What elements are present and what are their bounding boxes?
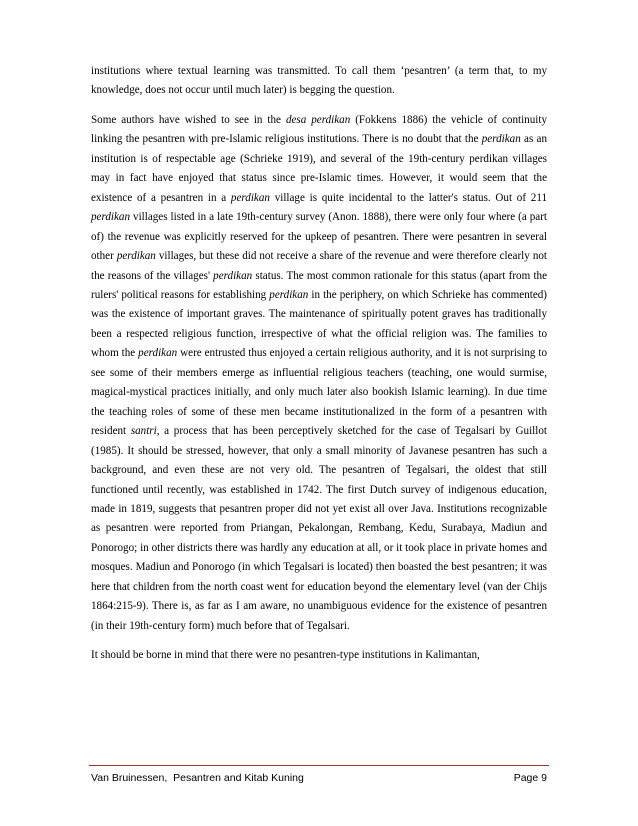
italic-term: desa perdikan: [285, 113, 351, 126]
footer-author-title: Van Bruinessen, Pesantren and Kitab Kuning: [91, 772, 304, 784]
italic-term: santri: [130, 425, 157, 438]
text-run: village is quite incidental to the latter's status. Out of 211: [269, 191, 547, 204]
paragraph-1: [91, 62, 547, 101]
paragraph-2: [91, 111, 547, 636]
footer-page-number: Page 9: [513, 772, 547, 784]
text-run: as an institution is of respectable age (Schrieke 1919), and several of the 19th-century perdikan villages may in fact have enjoyed that status since pre-Islamic times. However, it would seem that the existence of a pesantren in a: [91, 133, 547, 204]
text-run: were entrusted thus enjoyed a certain religious authority, and it is not surprising to see some of their members emerge as influential religious teachers (teaching, one would surmise, magical-mystical practices initially, and only much later also bookish Islamic learning). In due time the teaching roles of some of these men became institutionalized in the form of a pesantren with resident: [91, 347, 547, 438]
italic-term: perdikan: [269, 288, 309, 301]
italic-term: perdikan: [230, 191, 270, 204]
italic-term: perdikan: [138, 347, 178, 360]
footer-rule: [89, 765, 549, 766]
text-run: institutions where textual learning was transmitted. To call them ‘pesantren’ (a term that, to my knowledge, does not occur until much later) is begging the question.: [91, 65, 547, 97]
text-run: (Fokkens 1886) the vehicle of continuity linking the pesantren with pre-Islamic religious institutions. There is no doubt that the: [91, 113, 547, 146]
text-run: in the periphery, on which Schrieke has commented) was the existence of important graves. The maintenance of spiritually potent graves has traditionally been a respected religious function, irrespective of what the official religion was. The families to whom the: [91, 288, 547, 360]
text-run: status. The most common rationale for this status (apart from the rulers' political reasons for establishing: [91, 269, 547, 301]
italic-term: perdikan: [116, 250, 156, 263]
italic-term: perdikan: [481, 133, 521, 146]
text-run: villages listed in a late 19th-century survey (Anon. 1888), there were only four where (a part of) the revenue was explicitly reserved for the upkeep of pesantren. There were pesantren in several other: [91, 211, 547, 263]
text-run: Some authors have wished to see in the: [91, 113, 286, 126]
italic-term: perdikan: [91, 211, 131, 224]
text-run: It should be borne in mind that there were no pesantren-type institutions in Kalimantan,: [91, 649, 480, 662]
text-run: villages, but these did not receive a share of the revenue and were therefore clearly not the reasons of the villages': [91, 250, 547, 282]
body-text: [91, 62, 547, 666]
text-run: , a process that has been perceptively sketched for the case of Tegalsari by Guillot (1985). It should be stressed, however, that only a small minority of Javanese pesantren has such a background, and even these are not very old. The pesantren of Tegalsari, the oldest that still functioned until recently, was established in 1742. The first Dutch survey of indigenous education, made in 1819, suggests that pesantren proper did not yet exist all over Java. Institutions recognizable as pesantren were reported from Priangan, Pekalongan, Rembang, Kedu, Surabaya, Madiun and Ponorogo; in other districts there was hardly any education at all, or it took place in private homes and mosques. Madiun and Ponorogo (in which Tegalsari is located) then boasted the best pesantren; it was here that children from the north coast went for education beyond the elementary level (van der Chijs 1864:215-9). There is, as far as I am aware, no unambiguous evidence for the existence of pesantren (in their 19th-century form) much before that of Tegalsari.: [91, 425, 547, 632]
paragraph-3: [91, 646, 547, 665]
italic-term: perdikan: [213, 269, 253, 282]
